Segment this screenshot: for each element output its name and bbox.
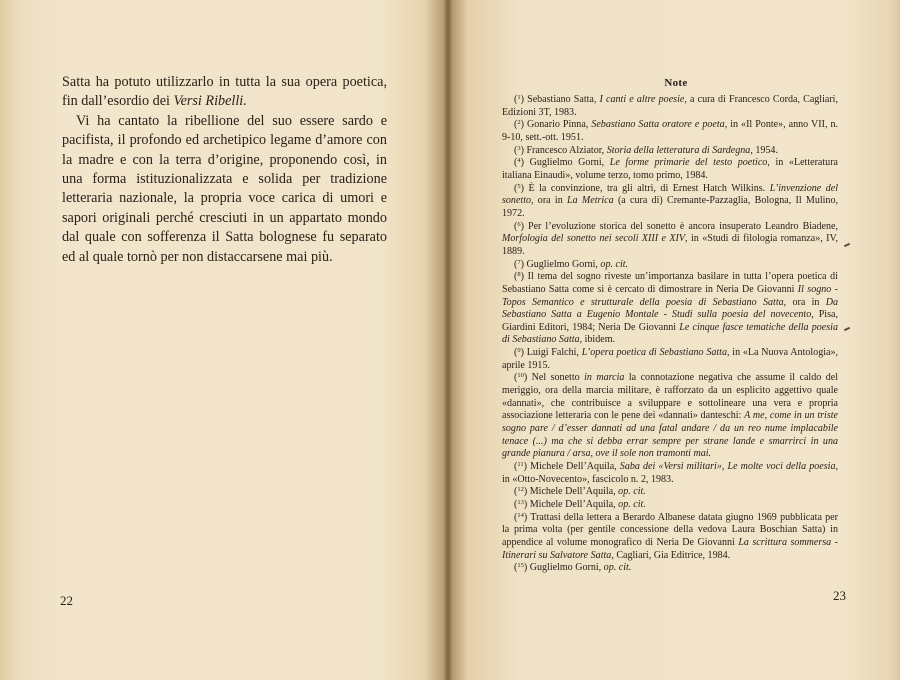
footnote (502, 499, 838, 512)
left-page (0, 0, 444, 680)
footnote (502, 562, 838, 575)
italic-text: Versi Ribelli. (173, 93, 247, 110)
footnote-marker: ) (523, 486, 530, 498)
text-run: Michele Dell’Aquila, (529, 486, 619, 498)
text-run: Vi ha cantato la ribellione del suo essere sardo e pacifista, il profondo ed archetipico legame d’amore con la madre e con la terra d’origine, proponendo così, in una forma istituzionalizzata e solida per tradizione letteraria nazionale, la propria voce carica di umori e sapori originali perché cresciuti in un appartato mondo dal quale con sofferenza il Satta bolognese fu separato ed al quale tornò per non distaccarsene mai più. (62, 112, 387, 265)
text-run: Per l’evoluzione storica del sonetto è ancora insuperato Leandro Biadene, (528, 220, 838, 232)
footnote-marker: ) (520, 347, 527, 359)
footnote-number: 10 (517, 372, 524, 380)
footnote-number: 3 (517, 144, 521, 152)
footnote-marker: ( (514, 562, 518, 574)
text-run: , 1954. (750, 144, 778, 156)
footnote-marker: ( (514, 461, 518, 473)
footnote-number: 6 (517, 220, 521, 228)
footnote (502, 372, 838, 461)
text-run: È la convinzione, tra gli altri, di Ernest Hatch Wilkins. (528, 182, 770, 194)
footnote-number: 9 (517, 347, 521, 355)
footnote-marker: ) (520, 258, 527, 270)
footnote-marker: ( (514, 347, 518, 359)
footnote-marker: ( (514, 372, 518, 384)
footnote (502, 119, 838, 144)
footnote-marker: ) (520, 157, 530, 169)
text-run: , Pisa, Giardini Editori, 1984; Neria De Giovanni (502, 309, 838, 333)
footnote-marker: ( (514, 157, 518, 169)
footnote-number: 8 (517, 271, 521, 279)
footnote-marker: ) (523, 499, 530, 510)
footnote (502, 183, 838, 221)
text-run: Guglielmo Gorni, (526, 258, 601, 270)
pencil-mark (844, 327, 850, 331)
text-run: , a cura di Francesco Corda, Cagliari, Edizioni 3T, 1983. (502, 94, 838, 118)
footnote-number: 1 (517, 94, 521, 101)
text-run: Il tema del sogno riveste un’importanza basilare in tutta l’opera poetica di Sebastiano Satta come si è cercato di dimostrare in Neria De Giovanni (502, 271, 838, 295)
footnote-marker: ( (514, 499, 518, 510)
footnote-number: 15 (517, 562, 524, 570)
italic-text: Le forme primarie del testo poetico (609, 157, 768, 169)
text-run: Trattasi della lettera a Berardo Albanese datata giugno 1969 pubblicata per la prima volta (per gentile concessione della vedova Laura Boschian Satta) in appendice al volume monografico di Neria De Giovanni (502, 511, 838, 548)
text-run: , in «Otto-Novecento», fascicolo n. 2, 1983. (502, 461, 838, 485)
footnote-marker: ( (514, 182, 518, 194)
footnote (502, 221, 838, 259)
italic-text: L’invenzione del sonetto (502, 182, 838, 207)
footnote-marker: ( (514, 258, 518, 270)
italic-text: Il sogno - Topos Semantico e strutturale della poesia di Sebastiano Satta (502, 283, 838, 308)
footnote-marker: ( (514, 94, 518, 105)
text-run: , ibidem. (579, 334, 616, 346)
text-run: , in «Letteratura italiana Einaudi», volume terzo, tomo primo, 1984. (502, 157, 839, 181)
italic-text: La scrittura sommersa - Itinerari su Salvatore Satta (502, 536, 838, 561)
footnote (502, 512, 838, 563)
footnote (502, 94, 838, 119)
text-run: , Cagliari, Gia Editrice, 1984. (611, 549, 731, 561)
text-run: la connotazione negativa che assume il caldo del meriggio, ora della marcia militare, è rafforzato da un esplicito aggettivo quale «dannati», che contribuisce a sviluppare e sottolineare una vera e propria associazione letteraria con le pene dei «dannati» danteschi: (502, 372, 838, 422)
right-page (452, 0, 900, 680)
footnote (502, 271, 838, 347)
text-run: , in «La Nuova Antologia», aprile 1915. (502, 347, 839, 371)
text-run: Nel sonetto (531, 372, 585, 384)
italic-text: Da Sebastiano Satta a Eugenio Montale - Studi sulla poesia del novecento (502, 296, 838, 321)
footnote-marker: ) (523, 562, 530, 574)
pencil-mark (844, 243, 850, 247)
footnote (502, 145, 838, 158)
footnote-marker: ) (520, 144, 527, 156)
italic-text: op. cit. (618, 486, 646, 498)
italic-text: Saba dei «Versi militari», Le molte voci della poesia (619, 461, 836, 473)
footnote-marker: ( (514, 144, 518, 156)
footnote-marker: ( (514, 271, 518, 283)
footnote (502, 157, 838, 182)
italic-text: in marcia (584, 372, 625, 384)
paragraph (62, 112, 387, 267)
footnote-number: 4 (517, 157, 521, 165)
notes-list (502, 94, 838, 575)
footnote-marker: ( (514, 511, 518, 523)
footnote-marker: ) (523, 461, 531, 473)
italic-text: I canti e altre poesie (599, 94, 685, 105)
footnote-number: 13 (517, 499, 524, 506)
footnote-marker: ( (514, 119, 518, 131)
notes-title: Note (664, 77, 688, 89)
footnote-marker: ) (523, 372, 532, 384)
italic-text: Sebastiano Satta oratore e poeta (591, 119, 725, 131)
text-run: Sebastiano Satta, (527, 94, 600, 105)
footnote (502, 347, 838, 372)
text-run: Guglielmo Gorni, (529, 157, 610, 169)
footnote-marker: ( (514, 486, 518, 498)
footnote-number: 11 (517, 461, 524, 469)
footnote-marker: ) (520, 271, 528, 283)
italic-text: A me, come in un triste sogno pare / d’esser dannati ad una fatal andare / da un reo nume implacabile tenace (...) ma che si debba errar sempre per strane lande e smarrirci in una grande pianura / arsa, ove il sole non tramonti mai. (502, 410, 839, 460)
footnote (502, 461, 838, 486)
footnote-marker: ) (520, 182, 529, 194)
footnote-marker: ) (520, 119, 527, 131)
text-run: Francesco Alziator, (526, 144, 607, 156)
italic-text: L’opera poetica di Sebastiano Satta (581, 347, 727, 359)
text-run: , in «Studi di filologia romanza», IV, 1889. (502, 233, 838, 257)
footnote-marker: ) (520, 220, 528, 232)
footnote (502, 486, 838, 499)
text-run: , ora in (531, 195, 567, 207)
text-run: , in «Il Ponte», anno VII, n. 9-10, sett.-ott. 1951. (502, 119, 839, 143)
page-number-right: 23 (833, 588, 846, 603)
text-run: Luigi Falchi, (526, 347, 582, 359)
text-run: Guglielmo Gorni, (529, 562, 604, 574)
footnote-marker: ( (514, 220, 518, 232)
text-run: Michele Dell’Aquila, (529, 499, 619, 510)
italic-text: Morfologia del sonetto nei secoli XIII e XIV (502, 233, 686, 245)
text-run: , ora in (783, 296, 826, 308)
footnote-marker: ) (520, 94, 528, 105)
footnote-marker: ) (523, 511, 531, 523)
footnote-number: 7 (517, 258, 521, 266)
italic-text: Le cinque fasce tematiche della poesia di Sebastiano Satta (502, 321, 838, 346)
page-number-left: 22 (60, 593, 73, 608)
italic-text: op. cit. (603, 562, 632, 574)
text-run: Michele Dell’Aquila, (530, 461, 620, 473)
italic-text: op. cit. (618, 499, 646, 510)
footnote-number: 14 (517, 511, 524, 519)
italic-text: La Metrica (566, 195, 614, 207)
footnote-number: 2 (517, 119, 521, 127)
footnote-number: 12 (517, 486, 524, 494)
italic-text: Storia della letteratura di Sardegna (606, 144, 751, 156)
footnote-number: 5 (517, 182, 521, 190)
body-text (62, 73, 387, 267)
text-run: (a cura di) Cremante-Pazzaglia, Bologna, Il Mulino, 1972. (502, 195, 838, 219)
footnote (502, 259, 838, 272)
text-run: Satta ha potuto utilizzarlo in tutta la sua opera poetica, fin dall’esordio dei (62, 74, 387, 110)
text-run: Gonario Pinna, (526, 119, 592, 131)
italic-text: op. cit. (600, 258, 629, 270)
paragraph (62, 73, 387, 112)
